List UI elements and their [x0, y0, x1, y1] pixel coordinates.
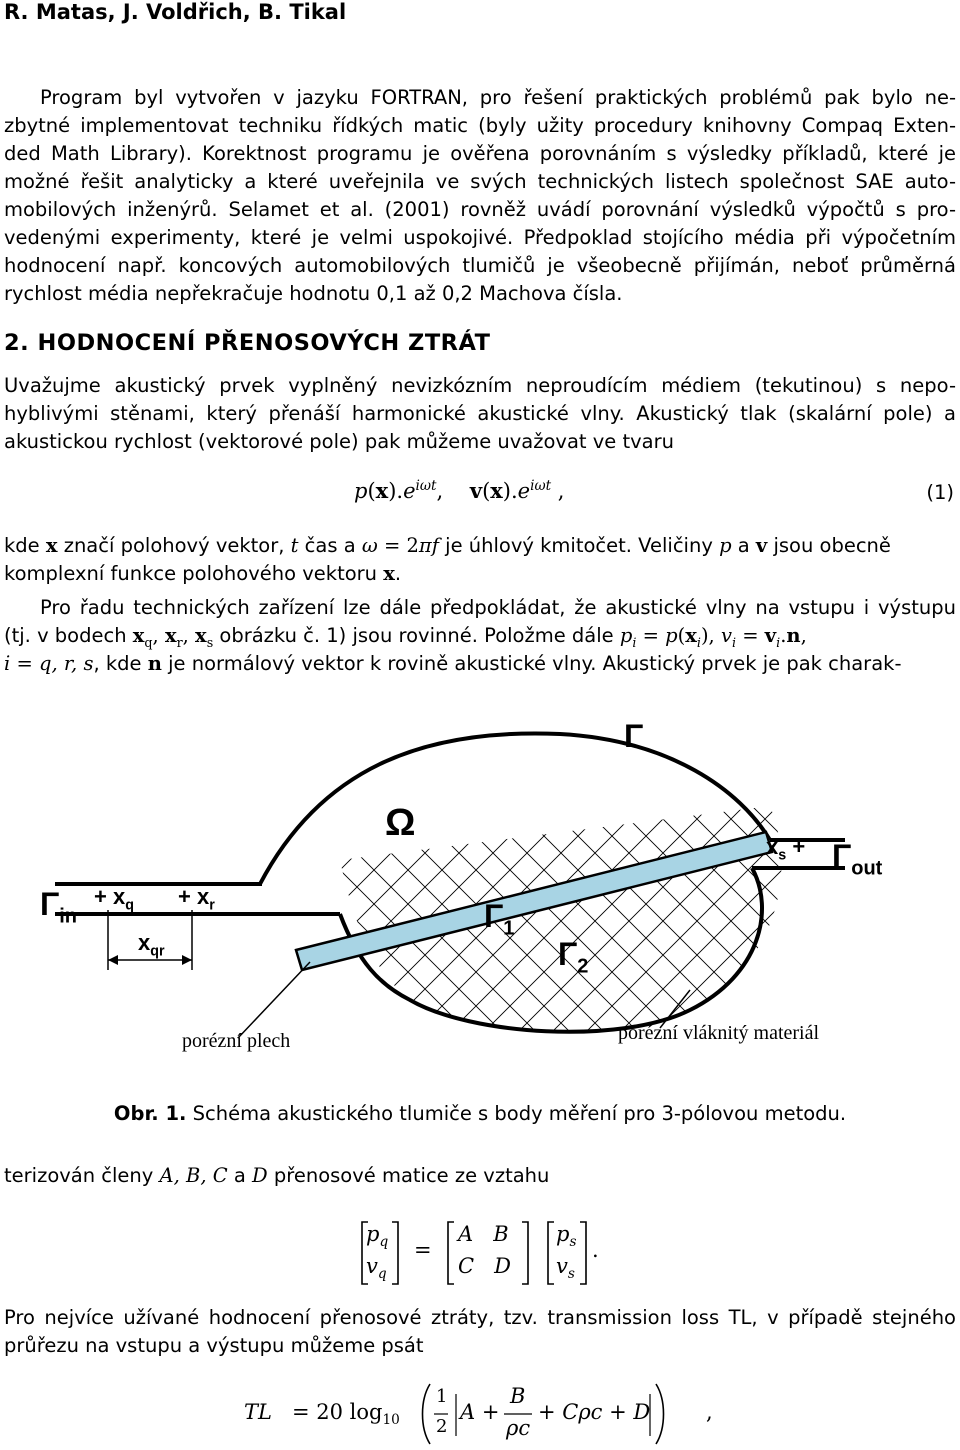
- text-line: komplexní funkce polohového vektoru x.: [4, 562, 402, 585]
- text-line: (tj. v bodech $x_q$, $x_r$, $x_s$ obrázku č. 1) jsou rovinné. Položme dále $p_i = p(x_i)$, $v_i = v_i.n$,: [4, 624, 807, 650]
- label-gamma-1: $\Gamma_1$: [484, 898, 515, 940]
- section-title: HODNOCENÍ PŘENOSOVÝCH ZTRÁT: [37, 330, 491, 356]
- equation-1: $p(x).e^{i\omega t}$, $v(x).e^{i\omega t}$ ,: [354, 478, 565, 503]
- label-porous-material: porézní vláknitý materiál: [618, 1022, 820, 1044]
- running-header: R. Matas, J. Voldřich, B. Tikal: [4, 0, 347, 24]
- arrowhead-right: [182, 955, 192, 965]
- text-line: zbytné implementovat techniku řídkých matic (byly užity procedury knihovny Compaq Exten-: [4, 114, 956, 137]
- text-line: hodnocení např. koncových automobilových tlumičů je všeobecně přijímán, neboť průměrná: [4, 254, 956, 277]
- text-line: akustickou rychlost (vektorové pole) pak můžeme uvažovat ve tvaru: [4, 430, 675, 453]
- section-heading: [4, 330, 491, 356]
- arrowhead-left: [108, 955, 118, 965]
- leader-plate: [238, 962, 310, 1038]
- paragraph-5: terizován členy A, B, C a D přenosové matice ze vztahu: [4, 1164, 550, 1187]
- text-line: možné řešit analyticky a které uveřejnila ve svých technických listech společnost SAE auto-: [4, 170, 956, 193]
- text-line: Pro nejvíce užívané hodnocení přenosové ztráty, tzv. transmission loss TL, v případě stejného: [4, 1306, 956, 1329]
- text-line: ded Math Library). Korektnost programu je ověřena porovnáním s výsledky příkladů, které je: [4, 142, 956, 165]
- label-porous-plate: porézní plech: [182, 1030, 291, 1052]
- figure-muffler: [0, 700, 960, 1090]
- label-gamma: Γ: [624, 718, 644, 754]
- label-xqr: $x_{qr}$: [138, 930, 165, 960]
- text-line: vedenými experimenty, které je velmi uspokojivé. Předpoklad stojícího média při výpočetním: [4, 226, 956, 249]
- label-xq: + $x_q$: [94, 884, 134, 914]
- text-line: kde x značí polohový vektor, t čas a ω = 2πf je úhlový kmitočet. Veličiny p a v jsou obecně: [4, 534, 891, 557]
- equation-number: (1): [926, 481, 954, 504]
- figure-caption: Obr. 1. Schéma akustického tlumiče s body měření pro 3-pólovou metodu.: [113, 1102, 847, 1125]
- text-line: Program byl vytvořen v jazyku FORTRAN, pro řešení praktických problémů pak bylo ne-: [40, 86, 956, 109]
- tl-equation: TL = 20 $\log_{10}$ 1 2 A + B ρc + Cρc + D ,: [244, 1380, 724, 1448]
- label-xr: + $x_r$: [178, 884, 215, 914]
- text-line: Pro řadu technických zařízení lze dále předpokládat, že akustické vlny na vstupu i výstupu: [40, 596, 956, 619]
- text-line: i = q, r, s, kde n je normálový vektor k rovině akustické vlny. Akustický prvek je pak charak-: [4, 652, 902, 675]
- text-line: hyblivými stěnami, který přenáší harmonické akustické vlny. Akustický tlak (skalární pole) a: [4, 402, 956, 425]
- label-gamma-2: $\Gamma_2$: [558, 936, 589, 978]
- label-gamma-in: $\Gamma_{in}$: [40, 886, 78, 928]
- section-number: 2.: [4, 330, 30, 356]
- label-gamma-out: $\Gamma_{out}$: [832, 838, 883, 880]
- text-line: mobilových inženýrů. Selamet et al. (2001) rovněž uvádí porovnání výsledků výpočtů s pro-: [4, 198, 956, 221]
- text-line: rychlost média nepřekračuje hodnotu 0,1 až 0,2 Machova čísla.: [4, 282, 623, 305]
- label-omega: Ω: [385, 802, 416, 844]
- matrix-equation: $p_q$ $v_q$ = A B C D $p_s$ $v_s$ .: [358, 1218, 618, 1288]
- text-line: průřezu na vstupu a výstupu můžeme psát: [4, 1334, 424, 1357]
- label-xs: $x_s$ +: [766, 834, 806, 864]
- text-line: Uvažujme akustický prvek vyplněný nevizkózním neproudícím médiem (tekutinou) s nepo-: [4, 374, 956, 397]
